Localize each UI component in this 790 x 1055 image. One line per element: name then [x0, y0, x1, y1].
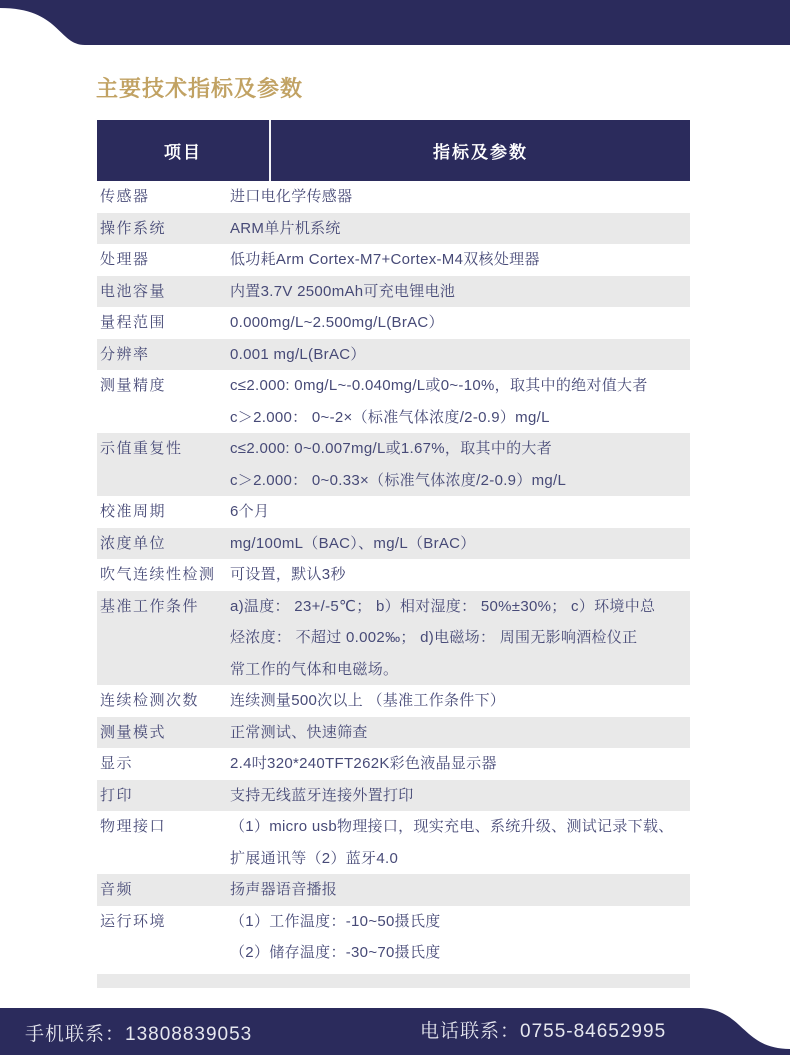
spec-item-value: [230, 528, 690, 560]
spec-item-label: 处理器: [100, 251, 150, 268]
spec-item-label: 电池容量: [100, 282, 167, 300]
spec-value-line: 可设置，默认3秒: [230, 566, 346, 583]
table-row: [97, 906, 690, 969]
spec-item-value: [230, 685, 690, 717]
table-row: [97, 370, 690, 433]
spec-item-label: 操作系统: [100, 219, 167, 237]
spec-item-value: [230, 370, 690, 433]
spec-value-line: （2）储存温度：-30~70摄氏度: [230, 944, 441, 961]
spec-value-line: 连续测量500次以上 （基准工作条件下）: [230, 692, 506, 709]
table-row: [97, 874, 690, 906]
spec-item-value: [230, 748, 690, 780]
spec-item-value: [230, 559, 690, 591]
table-row: [97, 528, 690, 560]
spec-item-label: 示值重复性: [100, 440, 183, 457]
spec-item-value: [230, 811, 690, 874]
table-row: [97, 244, 690, 276]
spec-item-label: 连续检测次数: [100, 692, 200, 709]
table-header-item: 项目: [164, 143, 202, 162]
footer-contact: [0, 1005, 790, 1055]
spec-value-line: （1）micro usb物理接口，现实充电、系统升级、测试记录下载、: [230, 818, 674, 835]
spec-item-label: 吹气连续性检测: [100, 566, 216, 583]
spec-value-line: （1）工作温度：-10~50摄氏度: [230, 912, 441, 930]
spec-value-line: c≤2.000: 0mg/L~-0.040mg/L或0~-10%，取其中的绝对值大者: [230, 377, 648, 394]
table-row: [97, 276, 690, 308]
table-header-specs: 指标及参数: [433, 143, 528, 162]
table-row: [97, 974, 690, 988]
spec-item-label: 量程范围: [100, 314, 167, 331]
spec-item-label: 传感器: [100, 188, 150, 205]
spec-item-label: 显示: [100, 755, 134, 772]
phone-contact: 电话联系：0755-84652995: [420, 1021, 667, 1042]
spec-value-line: 支持无线蓝牙连接外置打印: [230, 786, 414, 804]
spec-item-value: [230, 307, 690, 339]
spec-value-line: 烃浓度： 不超过 0.002‰； d)电磁场： 周围无影响酒检仪正: [230, 629, 638, 646]
table-row: [97, 433, 690, 496]
spec-item-value: [230, 339, 690, 371]
spec-item-label: 物理接口: [100, 818, 167, 835]
page-title: 主要技术指标及参数: [96, 76, 304, 101]
table-row: [97, 685, 690, 717]
spec-value-line: 正常测试、快速筛查: [230, 723, 368, 741]
table-row: [97, 181, 690, 213]
spec-item-label: 测量模式: [100, 723, 167, 741]
mobile-contact: 手机联系：13808839053: [25, 1024, 253, 1045]
table-row: [97, 780, 690, 812]
spec-value-line: a)温度： 23+/-5℃； b）相对湿度： 50%±30%； c）环境中总: [230, 597, 656, 615]
table-row: [97, 559, 690, 591]
spec-item-value: [230, 276, 690, 308]
table-row: [97, 213, 690, 245]
spec-value-line: 2.4吋320*240TFT262K彩色液晶显示器: [230, 755, 497, 772]
spec-item-label: 运行环境: [100, 912, 167, 930]
spec-item-value: [230, 496, 690, 528]
top-ribbon: [0, 0, 790, 46]
table-row: [97, 339, 690, 371]
table-row: [97, 748, 690, 780]
spec-item-label: [97, 974, 230, 988]
table-row: [97, 307, 690, 339]
spec-value-line: 扬声器语音播报: [230, 881, 338, 898]
spec-item-value: [230, 717, 690, 749]
spec-value-line: mg/100mL（BAC）、mg/L（BrAC）: [230, 534, 476, 552]
spec-table: [97, 120, 690, 988]
spec-value-line: ARM单片机系统: [230, 219, 341, 237]
table-row: [97, 717, 690, 749]
spec-item-label: 分辨率: [100, 345, 150, 363]
spec-value-line: 6个月: [230, 503, 270, 520]
spec-value-line: 0.001 mg/L(BrAC）: [230, 345, 366, 363]
spec-item-value: [230, 244, 690, 276]
spec-value-line: 常工作的气体和电磁场。: [230, 660, 399, 678]
table-header-row: [97, 120, 690, 181]
spec-item-value: [230, 213, 690, 245]
spec-item-label: 基准工作条件: [100, 597, 200, 615]
spec-item-value: [230, 591, 690, 686]
spec-item-label: 校准周期: [100, 503, 167, 520]
table-row: [97, 496, 690, 528]
spec-item-value: [230, 974, 690, 988]
spec-value-line: 内置3.7V 2500mAh可充电锂电池: [230, 282, 456, 300]
table-body: [97, 181, 690, 988]
spec-value-line: c＞2.000： 0~0.33×（标准气体浓度/2-0.9）mg/L: [230, 471, 567, 489]
spec-item-label: 音频: [100, 881, 134, 898]
spec-value-line: c＞2.000： 0~-2×（标准气体浓度/2-0.9）mg/L: [230, 408, 550, 426]
spec-item-value: [230, 181, 690, 213]
table-row: [97, 811, 690, 874]
spec-item-label: 浓度单位: [100, 534, 167, 552]
table-row: [97, 591, 690, 686]
spec-item-label: 打印: [100, 786, 134, 804]
spec-item-value: [230, 433, 690, 496]
spec-value-line: c≤2.000: 0~0.007mg/L或1.67%，取其中的大者: [230, 440, 553, 457]
spec-item-label: 测量精度: [100, 377, 167, 394]
spec-item-value: [230, 874, 690, 906]
spec-item-value: [230, 780, 690, 812]
spec-item-value: [230, 906, 690, 969]
spec-value-line: 0.000mg/L~2.500mg/L(BrAC）: [230, 314, 444, 331]
spec-value-line: 低功耗Arm Cortex-M7+Cortex-M4双核处理器: [230, 251, 540, 268]
spec-value-line: 进口电化学传感器: [230, 188, 353, 205]
spec-value-line: 扩展通讯等（2）蓝牙4.0: [230, 849, 399, 867]
